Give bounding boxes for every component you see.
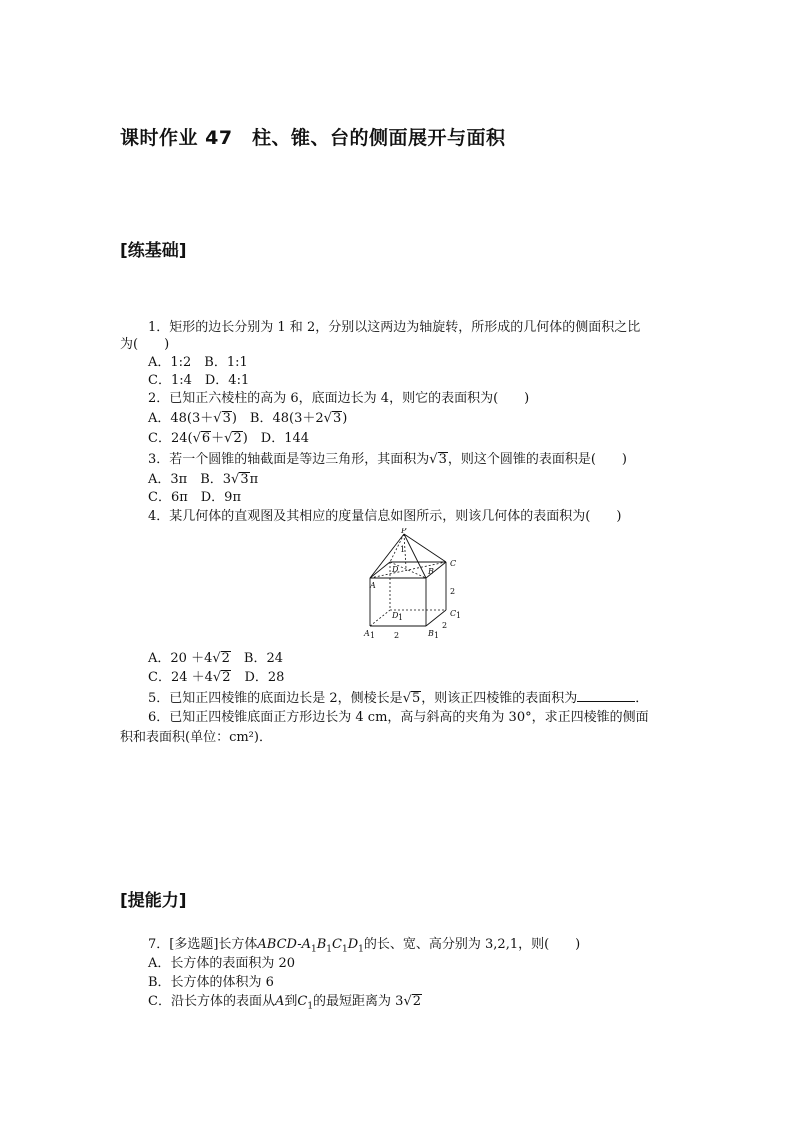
label-B1-sub: 1 bbox=[434, 631, 440, 640]
sqrt-symbol: √3 bbox=[429, 452, 447, 467]
q7-option-b: B．长方体的体积为 6 bbox=[148, 975, 274, 990]
q7-solid-name: ABCD-A bbox=[257, 937, 311, 952]
q2-option-b-prefix: ) B．48(3＋2 bbox=[231, 411, 324, 426]
q7-option-c-suffix: 的最短距离为 3 bbox=[313, 994, 404, 1009]
q3-option-ab-prefix: A．3π B．3 bbox=[148, 472, 232, 487]
q3-options-ab bbox=[148, 470, 258, 490]
q4-option-c-prefix: C．24 ＋4 bbox=[148, 670, 213, 685]
q6-stem-line2: 积和表面积(单位：cm²)． bbox=[120, 730, 272, 745]
edge-PB bbox=[404, 534, 426, 578]
section-basic-heading: [练基础] bbox=[120, 241, 187, 261]
q1-options-cd: C．1:4 D．4:1 bbox=[148, 373, 250, 388]
q4-option-d: D．28 bbox=[231, 670, 285, 685]
q7-option-c-prefix: C．沿长方体的表面从 bbox=[148, 994, 275, 1009]
section-advanced-heading: [提能力] bbox=[120, 891, 187, 911]
q2-option-c-plus: ＋ bbox=[211, 431, 225, 446]
label-B1: B bbox=[428, 629, 434, 638]
label-A1-sub: 1 bbox=[370, 631, 376, 640]
edge-PA bbox=[370, 534, 404, 578]
label-C: C bbox=[450, 559, 457, 568]
label-edge-2-bottom: 2 bbox=[394, 631, 400, 640]
q1-stem-line1: 1．矩形的边长分别为 1 和 2，分别以这两边为轴旋转，所形成的几何体的侧面积之比 bbox=[148, 320, 641, 335]
page-title: 课时作业 47 柱、锥、台的侧面展开与面积 bbox=[120, 127, 506, 149]
q4-options-ab bbox=[148, 649, 283, 669]
label-P: P bbox=[401, 528, 407, 535]
diag-AC-hidden bbox=[370, 562, 446, 578]
q4-figure bbox=[356, 528, 466, 648]
q4-option-a-prefix: A．20 ＋4 bbox=[148, 651, 213, 666]
q4-stem: 4．某几何体的直观图及其相应的度量信息如图所示，则该几何体的表面积为( ) bbox=[148, 509, 622, 524]
label-D: D bbox=[392, 565, 399, 574]
sqrt-symbol: √2 bbox=[403, 994, 422, 1009]
q7-stem-prefix: 7．[多选题]长方体 bbox=[148, 937, 258, 952]
label-C1-sub: 1 bbox=[456, 611, 462, 620]
sqrt-symbol: √2 bbox=[224, 431, 242, 446]
q7-stem: 7．[多选题]长方体ABCD-$A_1B_1C_1D_1$的长、宽、高分别为 3,2,1，则( ) bbox=[148, 937, 581, 955]
sqrt-symbol: √3 bbox=[231, 472, 249, 487]
answer-blank[interactable] bbox=[577, 689, 635, 702]
label-edge-2-side: 2 bbox=[442, 621, 448, 630]
label-C1: C bbox=[450, 609, 457, 618]
label-D1: D bbox=[392, 611, 399, 620]
q6-stem-line1: 6．已知正四棱锥底面正方形边长为 4 cm，高与斜高的夹角为 30°，求正四棱锥的侧面 bbox=[148, 710, 649, 725]
q7-stem-suffix: 的长、宽、高分别为 3,2,1，则( ) bbox=[363, 937, 581, 952]
q2-options-ab bbox=[148, 409, 347, 429]
q1-stem-line2: 为( ) bbox=[120, 337, 170, 352]
sqrt-symbol: √3 bbox=[323, 411, 342, 426]
q3-options-cd: C．6π D．9π bbox=[148, 490, 241, 505]
edge-PC bbox=[404, 534, 446, 562]
q7-option-c: C．沿长方体的表面从A到$C_1$的最短距离为 3√2 bbox=[148, 994, 422, 1012]
q2-option-c-prefix: C．24( bbox=[148, 431, 193, 446]
q2-option-a-prefix: A．48(3＋ bbox=[148, 411, 214, 426]
edge-A1D1-hidden bbox=[370, 610, 390, 626]
q5-stem-end: ． bbox=[635, 691, 649, 706]
label-D1-sub: 1 bbox=[398, 613, 404, 622]
q5-stem bbox=[148, 689, 648, 709]
label-B: B bbox=[428, 567, 434, 576]
q5-stem-suffix: ，则该正四棱锥的表面积为 bbox=[421, 691, 578, 706]
label-A1: A bbox=[364, 629, 370, 638]
geometry-diagram bbox=[356, 528, 466, 648]
label-height-1: 1 bbox=[400, 545, 406, 554]
q3-stem-suffix: ，则这个圆锥的表面积是( ) bbox=[447, 452, 628, 467]
q1-options-ab: A．1:2 B．1:1 bbox=[148, 355, 248, 370]
q2-stem: 2．已知正六棱柱的高为 6，底面边长为 4，则它的表面积为( ) bbox=[148, 391, 530, 406]
sqrt-symbol: √3 bbox=[213, 411, 231, 426]
q4-option-b: B．24 bbox=[230, 651, 284, 666]
sqrt-symbol: √6 bbox=[192, 431, 211, 446]
sqrt-symbol: √2 bbox=[212, 651, 230, 666]
sqrt-symbol: √5 bbox=[402, 691, 421, 706]
q2-option-b-suffix: ) bbox=[342, 411, 348, 426]
q2-options-cd bbox=[148, 429, 309, 449]
q5-stem-prefix: 5．已知正四棱锥的底面边长是 2，侧棱长是 bbox=[148, 691, 403, 706]
sqrt-symbol: √2 bbox=[212, 670, 231, 685]
q3-stem bbox=[148, 450, 627, 470]
label-edge-2-right: 2 bbox=[450, 587, 456, 596]
q2-option-d: ) D．144 bbox=[242, 431, 310, 446]
q4-options-cd bbox=[148, 668, 284, 688]
q3-stem-prefix: 3．若一个圆锥的轴截面是等边三角形，其面积为 bbox=[148, 452, 430, 467]
label-A: A bbox=[370, 581, 376, 590]
q3-option-b-suffix: π bbox=[249, 472, 259, 487]
q7-option-a: A．长方体的表面积为 20 bbox=[148, 956, 296, 971]
